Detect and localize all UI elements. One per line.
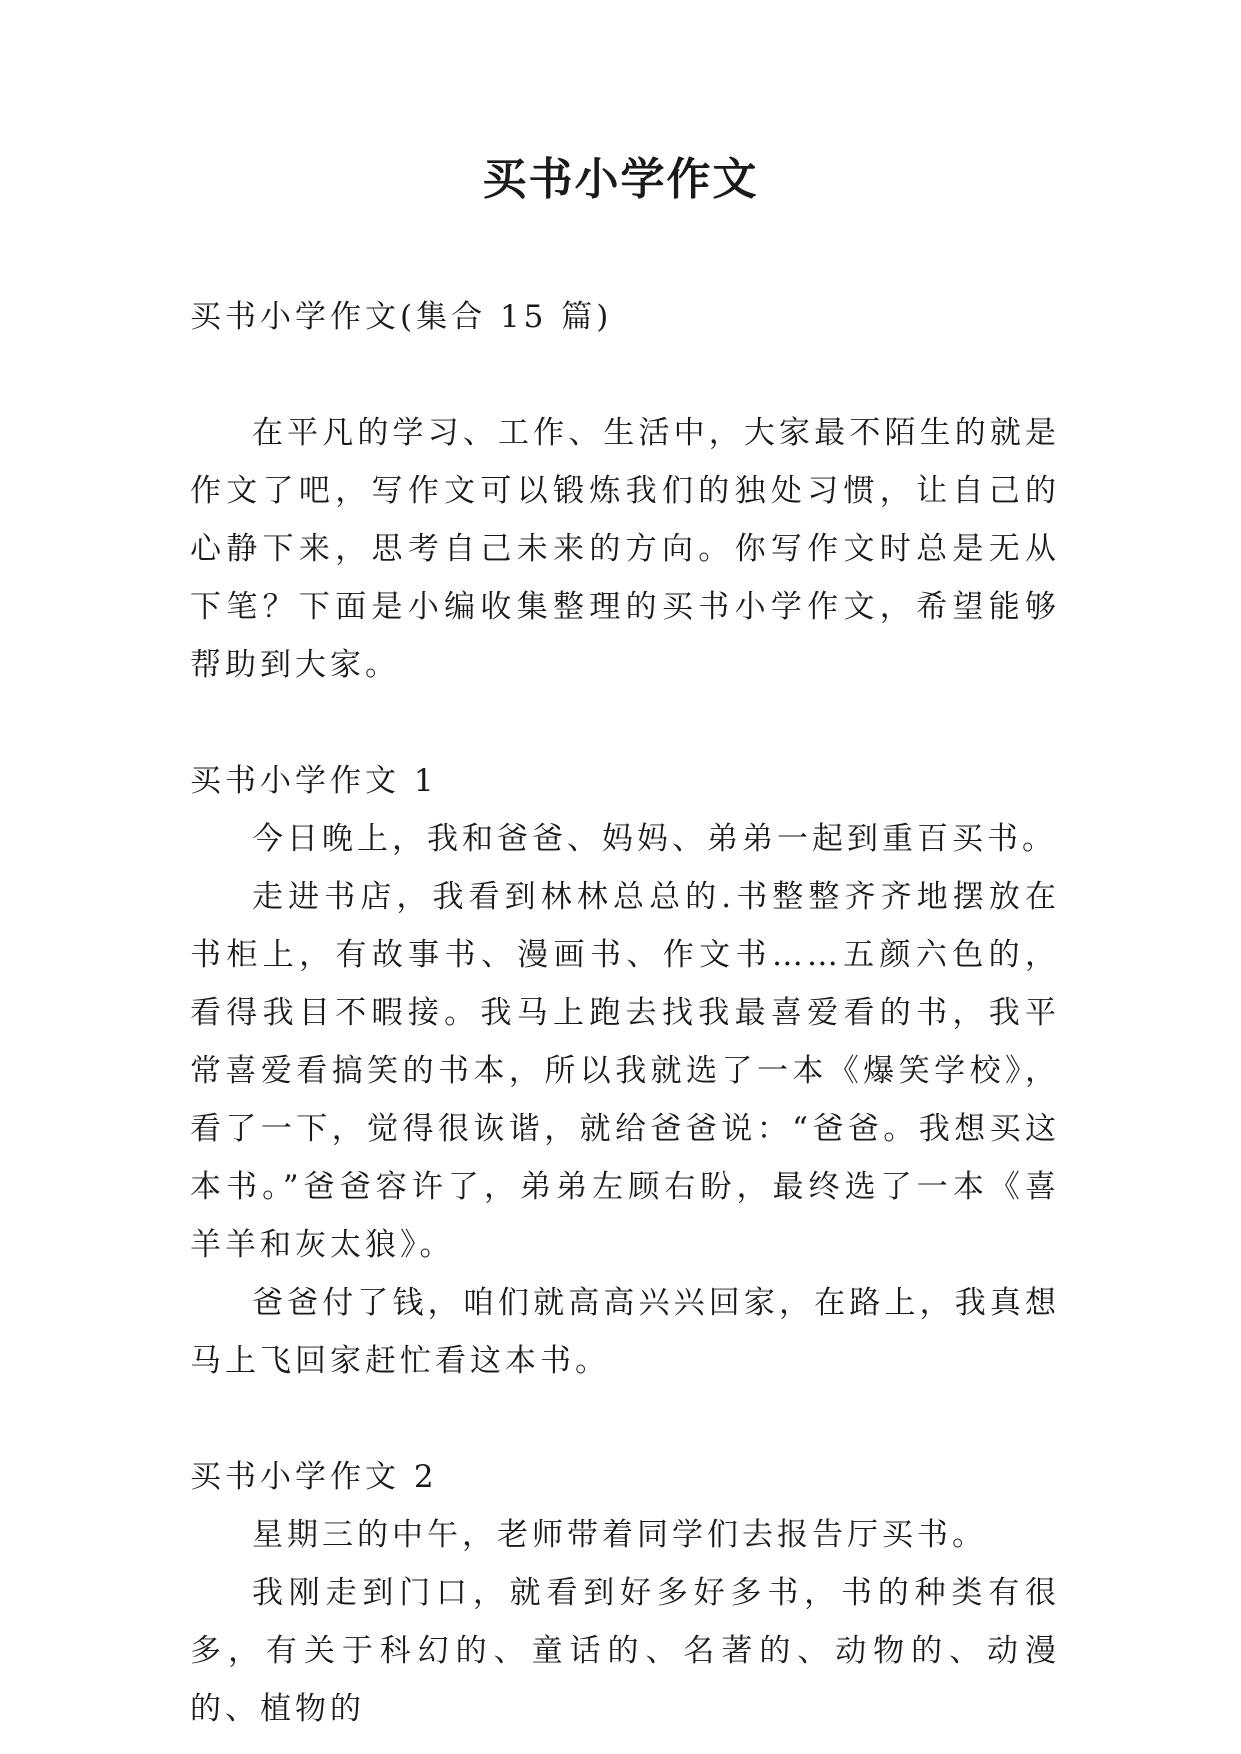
document-body [190, 288, 1060, 1738]
section-heading-1: 买书小学作文 1 [190, 763, 438, 799]
section-heading-2: 买书小学作文 2 [190, 1459, 438, 1495]
section-1-paragraph-3: 爸爸付了钱，咱们就高高兴兴回家，在路上，我真想马上飞回家赶忙看这本书。 [190, 1285, 1060, 1379]
document-title: 买书小学作文 [482, 154, 759, 205]
section-2-paragraph-1: 星期三的中午，老师带着同学们去报告厅买书。 [252, 1517, 987, 1553]
section-1-paragraph-1: 今日晚上，我和爸爸、妈妈、弟弟一起到重百买书。 [252, 821, 1057, 857]
intro-paragraph: 在平凡的学习、工作、生活中，大家最不陌生的就是作文了吧，写作文可以锻炼我们的独处习惯，让自己的心静下来，思考自己未来的方向。你写作文时总是无从下笔？下面是小编收集整理的买书小学作文，希望能够帮助到大家。 [190, 415, 1060, 683]
document-subtitle: 买书小学作文(集合 15 篇) [190, 299, 613, 335]
section-2-paragraph-2: 我刚走到门口，就看到好多好多书，书的种类有很多，有关于科幻的、童话的、名著的、动物的、动漫的、植物的 [190, 1575, 1060, 1727]
section-1-paragraph-2: 走进书店，我看到林林总总的.书整整齐齐地摆放在书柜上，有故事书、漫画书、作文书……五颜六色的，看得我目不暇接。我马上跑去找我最喜爱看的书，我平常喜爱看搞笑的书本，所以我就选了一本《爆笑学校》，看了一下，觉得很诙谐，就给爸爸说：“爸爸。我想买这本书。”爸爸容许了，弟弟左顾右盼，最终选了一本《喜羊羊和灰太狼》。 [190, 879, 1060, 1263]
